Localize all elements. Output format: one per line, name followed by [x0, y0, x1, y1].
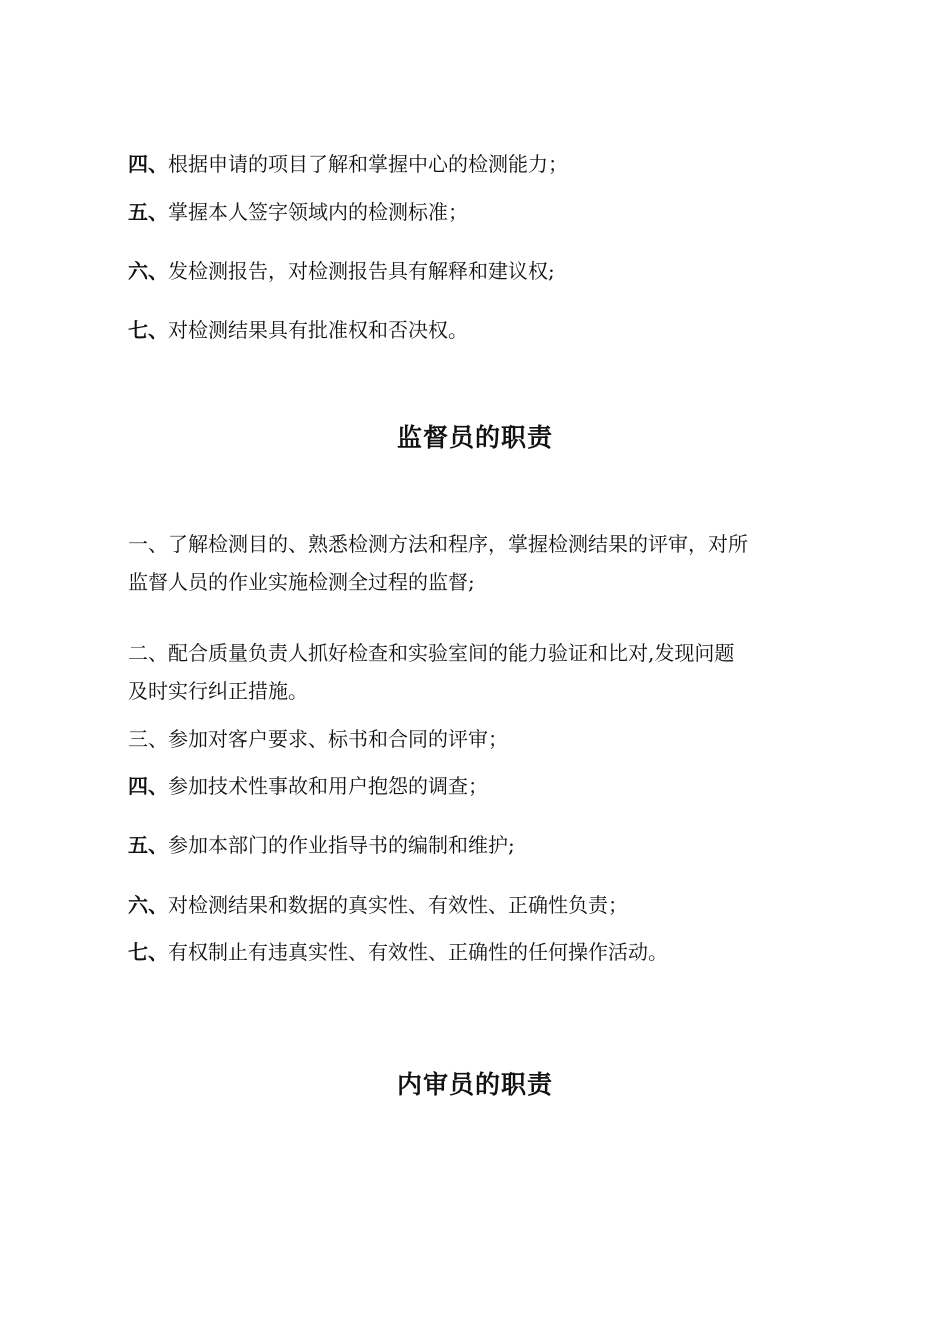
item-number: 四、	[128, 152, 168, 176]
item-text: 参加对客户要求、标书和合同的评审；	[168, 727, 508, 751]
list-item	[128, 720, 828, 758]
list-item-continuation: 监督人员的作业实施检测全过程的监督;	[128, 570, 475, 594]
list-item-continuation: 及时实行纠正措施。	[128, 679, 308, 703]
item-number: 一、	[128, 532, 168, 556]
item-number: 七、	[128, 318, 168, 342]
item-text: 配合质量负责人抓好检查和实验室间的能力验证和比对,发现问题	[168, 641, 735, 665]
list-item	[128, 886, 828, 924]
item-text: 有权制止有违真实性、有效性、正确性的任何操作活动。	[168, 940, 668, 964]
item-text: 参加技术性事故和用户抱怨的调查；	[168, 774, 488, 798]
item-text: 发检测报告，对检测报告具有解释和建议权;	[168, 259, 555, 283]
item-text: 对检测结果具有批准权和否决权。	[168, 318, 468, 342]
item-number: 三、	[128, 727, 168, 751]
item-text: 了解检测目的、熟悉检测方法和程序，掌握检测结果的评审，对所	[168, 532, 748, 556]
list-item	[128, 252, 828, 290]
item-text: 根据申请的项目了解和掌握中心的检测能力；	[168, 152, 568, 176]
list-item	[128, 193, 828, 231]
item-number: 二、	[128, 641, 168, 665]
item-number: 六、	[128, 259, 168, 283]
item-text: 对检测结果和数据的真实性、有效性、正确性负责；	[168, 893, 628, 917]
item-text: 参加本部门的作业指导书的编制和维护;	[168, 833, 515, 857]
section-title: 监督员的职责	[396, 423, 553, 452]
section-title: 内审员的职责	[396, 1070, 553, 1099]
item-number: 六、	[128, 893, 168, 917]
item-number: 五、	[128, 200, 168, 224]
list-item	[128, 145, 828, 183]
list-item	[128, 525, 828, 563]
list-item	[128, 767, 828, 805]
item-text: 掌握本人签字领域内的检测标准；	[168, 200, 468, 224]
list-item	[128, 826, 828, 864]
item-number: 四、	[128, 774, 168, 798]
item-number: 七、	[128, 940, 168, 964]
list-item	[128, 933, 828, 971]
list-item	[128, 311, 828, 349]
list-item	[128, 634, 828, 672]
item-number: 五、	[128, 833, 168, 857]
